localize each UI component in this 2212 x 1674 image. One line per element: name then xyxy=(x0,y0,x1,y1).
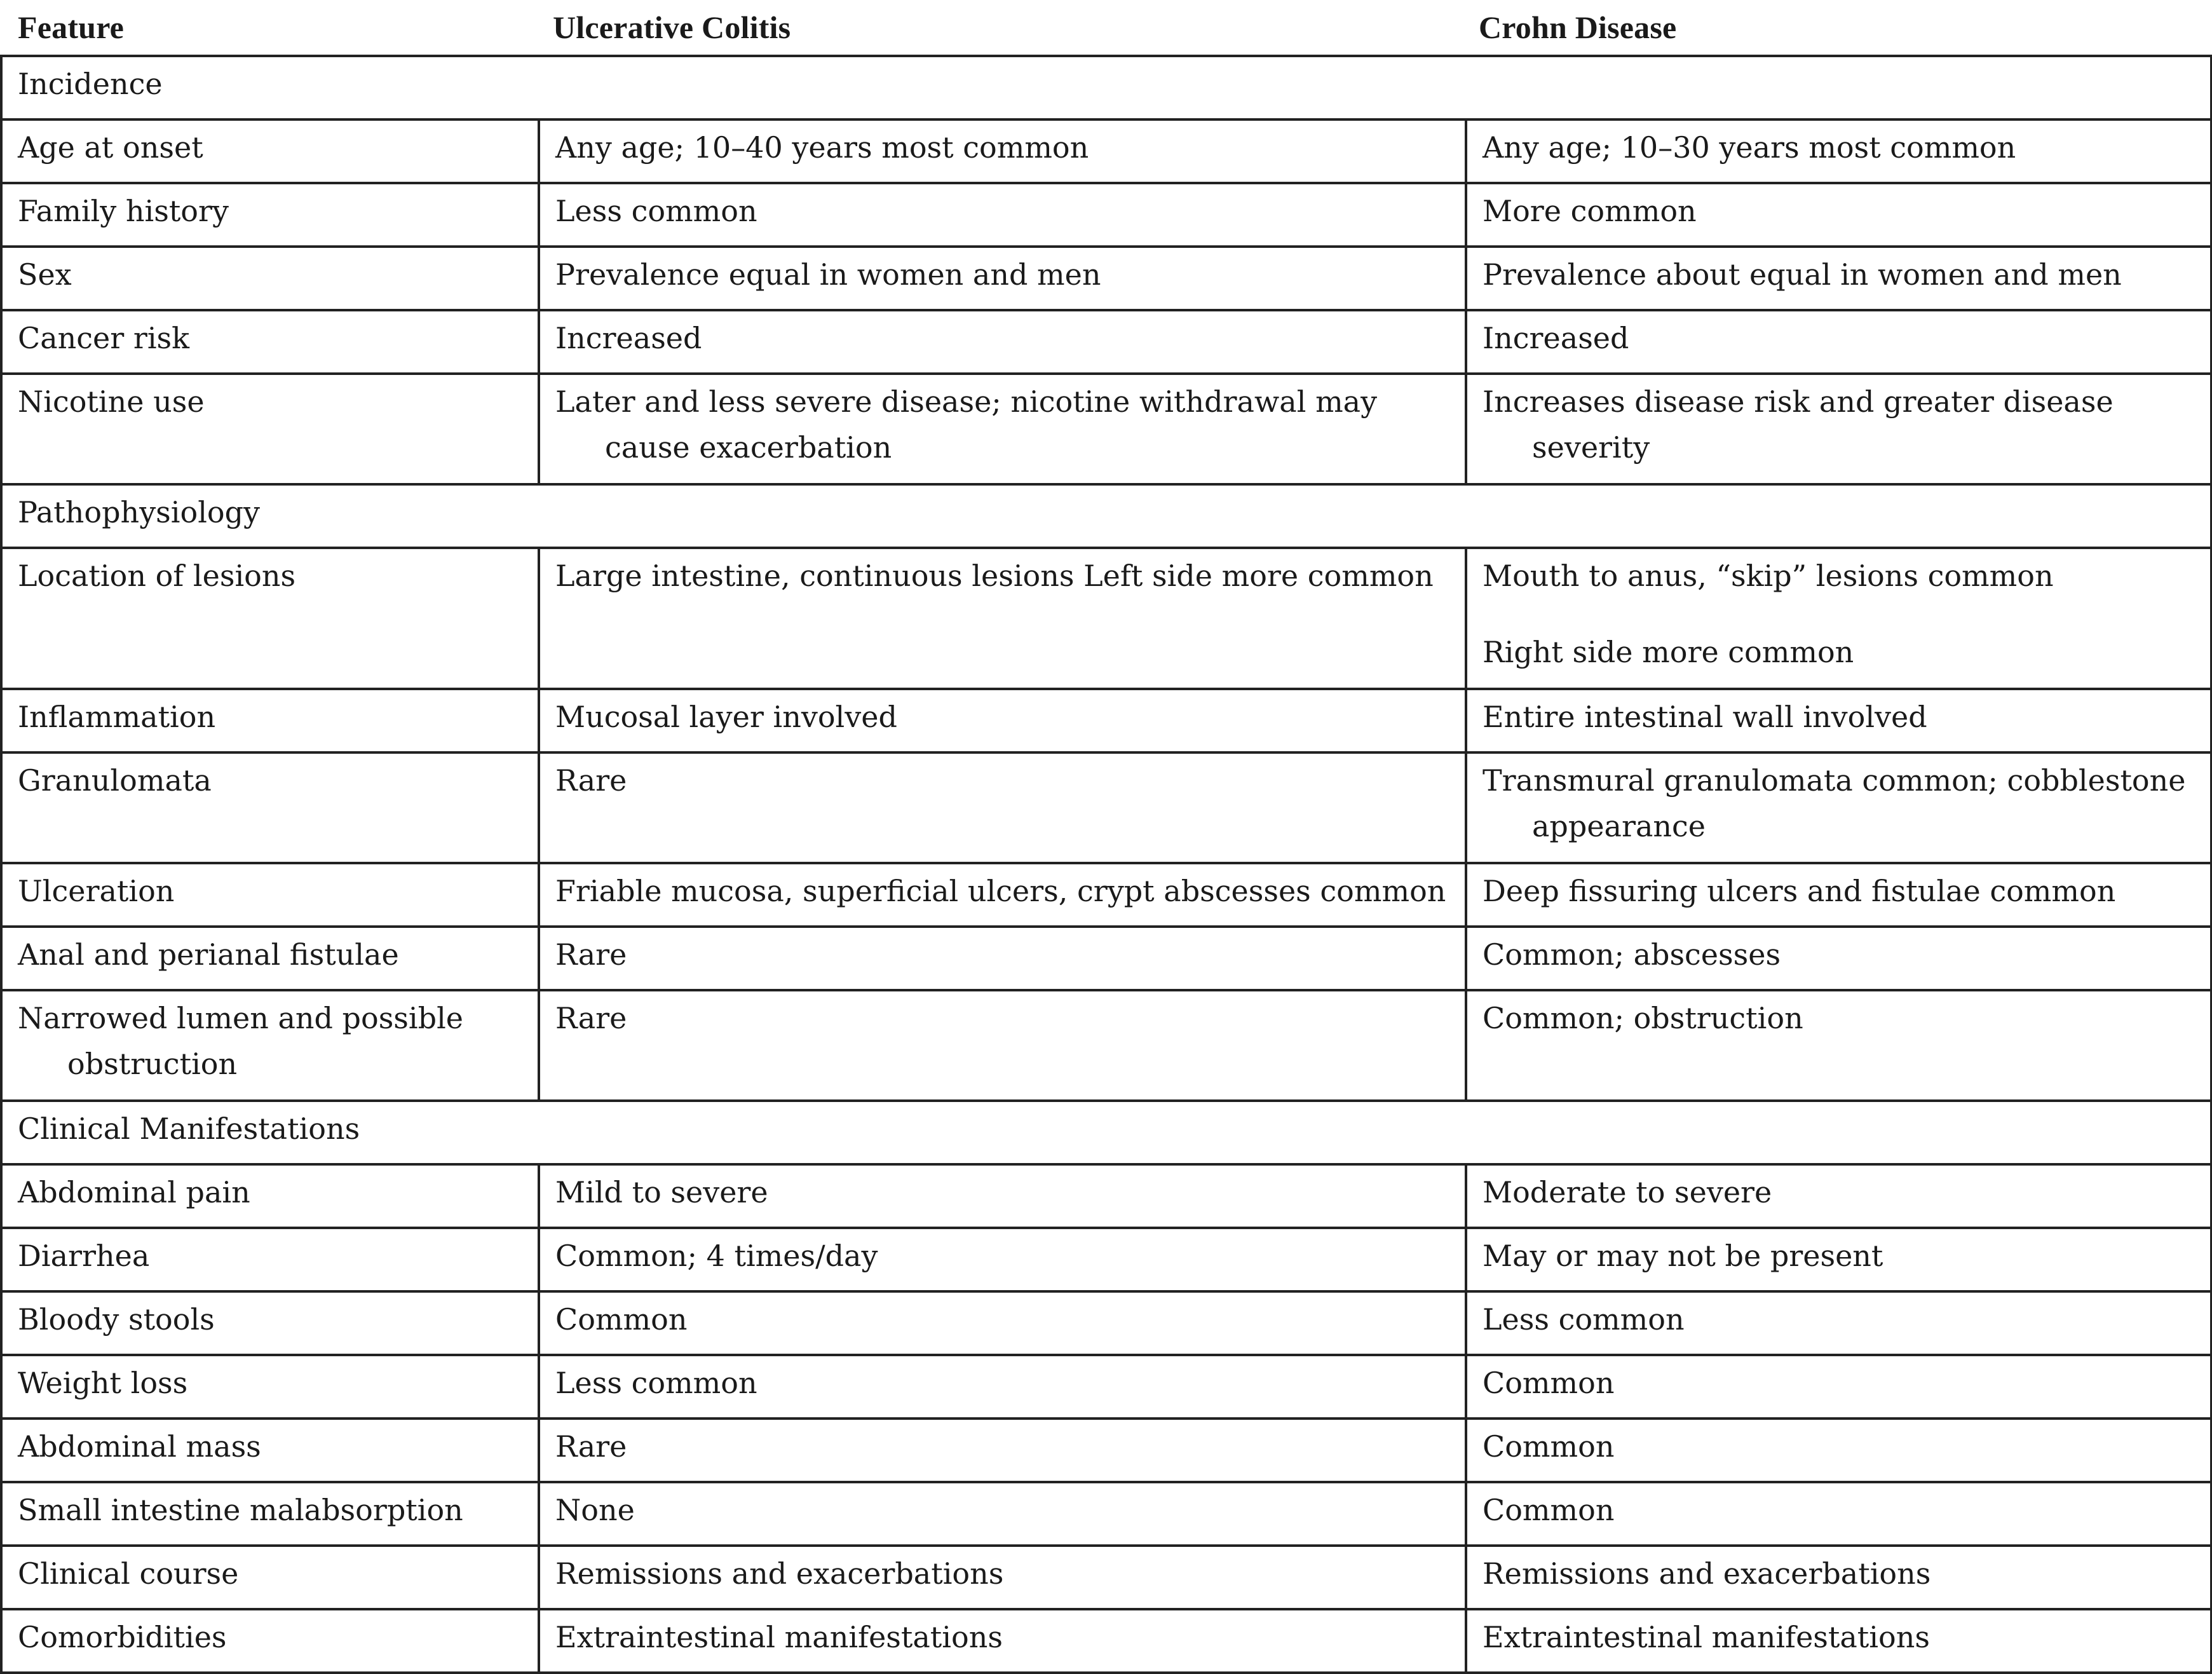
feature-cell: Diarrhea xyxy=(1,1228,539,1291)
table-row xyxy=(1,1609,2211,1673)
crohn-disease-text: Mouth to anus, “skip” lesions common xyxy=(1483,559,2054,593)
crohn-disease-cell: Deep fissuring ulcers and fistulae common xyxy=(1466,863,2211,927)
crohn-disease-cell: Common xyxy=(1466,1355,2211,1419)
feature-cell: Inflammation xyxy=(1,689,539,752)
ulcerative-colitis-cell: Less common xyxy=(539,1355,1466,1419)
feature-cell: Small intestine malabsorption xyxy=(1,1482,539,1546)
crohn-disease-cell: Prevalence about equal in women and men xyxy=(1466,247,2211,310)
table-row xyxy=(1,1164,2211,1228)
ulcerative-colitis-cell: Friable mucosa, superficial ulcers, crypt abscesses common xyxy=(539,863,1466,927)
table-row xyxy=(1,1355,2211,1419)
crohn-disease-cell: Common xyxy=(1466,1419,2211,1482)
header-feature: Feature xyxy=(1,0,539,56)
ulcerative-colitis-cell: Any age; 10–40 years most common xyxy=(539,119,1466,183)
feature-cell: Narrowed lumen and possible obstruction xyxy=(1,990,539,1101)
table-row xyxy=(1,374,2211,484)
table-row xyxy=(1,927,2211,990)
ulcerative-colitis-cell: Mild to severe xyxy=(539,1164,1466,1228)
ulcerative-colitis-cell: Remissions and exacerbations xyxy=(539,1546,1466,1609)
ulcerative-colitis-cell: Prevalence equal in women and men xyxy=(539,247,1466,310)
crohn-disease-cell: Any age; 10–30 years most common xyxy=(1466,119,2211,183)
feature-cell: Cancer risk xyxy=(1,310,539,374)
crohn-disease-cell: Extraintestinal manifestations xyxy=(1466,1609,2211,1673)
feature-cell: Comorbidities xyxy=(1,1609,539,1673)
ulcerative-colitis-cell: Increased xyxy=(539,310,1466,374)
crohn-disease-cell: Common; abscesses xyxy=(1466,927,2211,990)
crohn-disease-cell: Transmural granulomata common; cobblestone appearance xyxy=(1466,752,2211,863)
ulcerative-colitis-cell: Later and less severe disease; nicotine withdrawal may cause exacerbation xyxy=(539,374,1466,484)
ulcerative-colitis-cell: Rare xyxy=(539,752,1466,863)
feature-cell: Nicotine use xyxy=(1,374,539,484)
crohn-disease-cell: May or may not be present xyxy=(1466,1228,2211,1291)
section-row xyxy=(1,56,2211,119)
header-row xyxy=(1,0,2211,56)
feature-cell: Age at onset xyxy=(1,119,539,183)
ulcerative-colitis-cell: Extraintestinal manifestations xyxy=(539,1609,1466,1673)
feature-cell: Sex xyxy=(1,247,539,310)
crohn-disease-cell: Moderate to severe xyxy=(1466,1164,2211,1228)
feature-cell: Clinical course xyxy=(1,1546,539,1609)
crohn-disease-cell: Increased xyxy=(1466,310,2211,374)
table-row xyxy=(1,990,2211,1101)
feature-cell: Family history xyxy=(1,183,539,247)
table-row xyxy=(1,1546,2211,1609)
crohn-disease-cell: Common; obstruction xyxy=(1466,990,2211,1101)
feature-cell: Ulceration xyxy=(1,863,539,927)
table-row xyxy=(1,1228,2211,1291)
table-row xyxy=(1,1291,2211,1355)
table-row xyxy=(1,119,2211,183)
section-title: Incidence xyxy=(1,56,2211,119)
feature-cell: Location of lesions xyxy=(1,548,539,689)
feature-cell: Abdominal pain xyxy=(1,1164,539,1228)
table-row xyxy=(1,548,2211,689)
ulcerative-colitis-cell: Rare xyxy=(539,990,1466,1101)
crohn-disease-cell: More common xyxy=(1466,183,2211,247)
table-row xyxy=(1,310,2211,374)
ulcerative-colitis-cell: Less common xyxy=(539,183,1466,247)
ulcerative-colitis-cell: Large intestine, continuous lesions Left side more common xyxy=(539,548,1466,689)
table-row xyxy=(1,247,2211,310)
header-crohn-disease: Crohn Disease xyxy=(1466,0,2211,56)
feature-cell: Weight loss xyxy=(1,1355,539,1419)
ulcerative-colitis-cell: Mucosal layer involved xyxy=(539,689,1466,752)
crohn-disease-cell: Increases disease risk and greater disease severity xyxy=(1466,374,2211,484)
section-title: Pathophysiology xyxy=(1,484,2211,548)
crohn-disease-cell: Entire intestinal wall involved xyxy=(1466,689,2211,752)
section-row xyxy=(1,484,2211,548)
feature-cell: Granulomata xyxy=(1,752,539,863)
table-row xyxy=(1,1482,2211,1546)
ulcerative-colitis-cell: None xyxy=(539,1482,1466,1546)
crohn-disease-cell xyxy=(1466,548,2211,689)
feature-cell: Abdominal mass xyxy=(1,1419,539,1482)
ulcerative-colitis-cell: Common xyxy=(539,1291,1466,1355)
crohn-disease-text-second: Right side more common xyxy=(1483,635,1854,669)
ulcerative-colitis-cell: Rare xyxy=(539,1419,1466,1482)
section-row xyxy=(1,1101,2211,1164)
table-row xyxy=(1,689,2211,752)
header-ulcerative-colitis: Ulcerative Colitis xyxy=(539,0,1466,56)
ulcerative-colitis-cell: Rare xyxy=(539,927,1466,990)
table-row xyxy=(1,183,2211,247)
table-row xyxy=(1,1419,2211,1482)
section-title: Clinical Manifestations xyxy=(1,1101,2211,1164)
table-row xyxy=(1,863,2211,927)
ulcerative-colitis-cell: Common; 4 times/day xyxy=(539,1228,1466,1291)
crohn-disease-cell: Less common xyxy=(1466,1291,2211,1355)
table-row xyxy=(1,752,2211,863)
table-body xyxy=(1,56,2211,1673)
feature-cell: Anal and perianal fistulae xyxy=(1,927,539,990)
crohn-disease-cell: Common xyxy=(1466,1482,2211,1546)
feature-cell: Bloody stools xyxy=(1,1291,539,1355)
crohn-disease-cell: Remissions and exacerbations xyxy=(1466,1546,2211,1609)
